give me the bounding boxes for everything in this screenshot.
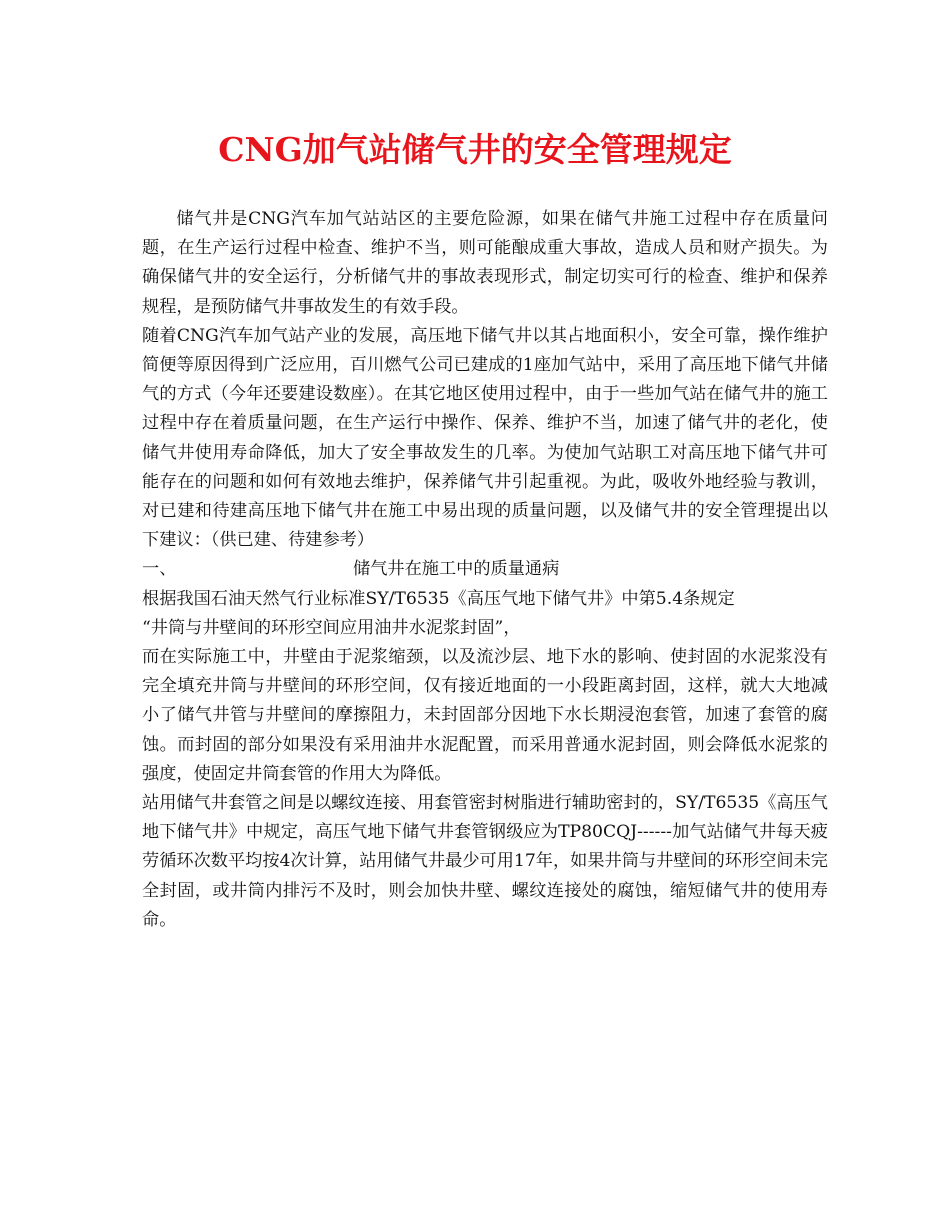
paragraph-casing: 站用储气井套管之间是以螺纹连接、用套管密封树脂进行辅助密封的，SY/T6535《高压气地下储气井》中规定，高压气地下储气井套管钢级应为TP80CQJ------加气站储气井每天疲劳循环次数平均按4次计算，站用储气井最少可用17年，如果井筒与井壁间的环形空间未完全封固，或井筒内排污不及时，则会加快井壁、螺纹连接处的腐蚀，缩短储气井的使用寿命。: [142, 793, 828, 930]
section-heading-number: 一、: [142, 559, 177, 580]
paragraph-construction: 而在实际施工中，井壁由于泥浆缩颈，以及流沙层、地下水的影响、使封固的水泥浆没有完全填充井筒与井壁间的环形空间，仅有接近地面的一小段距离封固，这样，就大大地减小了储气井管与井壁间的摩擦阻力，未封固部分因地下水长期浸泡套管，加速了套管的腐蚀。而封固的部分如果没有采用油井水泥配置，而采用普通水泥封固，则会降低水泥浆的强度，使固定井筒套管的作用大为降低。: [142, 647, 828, 784]
paragraph-background: 随着CNG汽车加气站产业的发展，高压地下储气井以其占地面积小，安全可靠，操作维护简便等原因得到广泛应用，百川燃气公司已建成的1座加气站中，采用了高压地下储气井储气的方式（今年还要建设数座）。在其它地区使用过程中，由于一些加气站在储气井的施工过程中存在着质量问题，在生产运行中操作、保养、维护不当，加速了储气井的老化，使储气井使用寿命降低，加大了安全事故发生的几率。为使加气站职工对高压地下储气井可能存在的问题和如何有效地去维护，保养储气井引起重视。为此，吸收外地经验与教训，对已建和待建高压地下储气井在施工中易出现的质量问题，以及储气井的安全管理提出以下建议：（供已建、待建参考）: [142, 325, 828, 551]
section-heading-text: 储气井在施工中的质量通病: [353, 559, 560, 580]
document-title: CNG加气站储气井的安全管理规定: [218, 130, 732, 169]
document-body: [142, 205, 828, 935]
paragraph-quote: “井筒与井壁间的环形空间应用油井水泥浆封固”，: [142, 617, 521, 638]
paragraph-standard: 根据我国石油天然气行业标准SY/T6535《高压气地下储气井》中第5.4条规定: [142, 588, 735, 609]
section-heading: [142, 555, 828, 584]
paragraph-intro: 储气井是CNG汽车加气站站区的主要危险源，如果在储气井施工过程中存在质量问题，在生产运行过程中检查、维护不当，则可能酿成重大事故，造成人员和财产损失。为确保储气井的安全运行，分析储气井的事故表现形式，制定切实可行的检查、维护和保养规程，是预防储气井事故发生的有效手段。: [142, 209, 828, 317]
